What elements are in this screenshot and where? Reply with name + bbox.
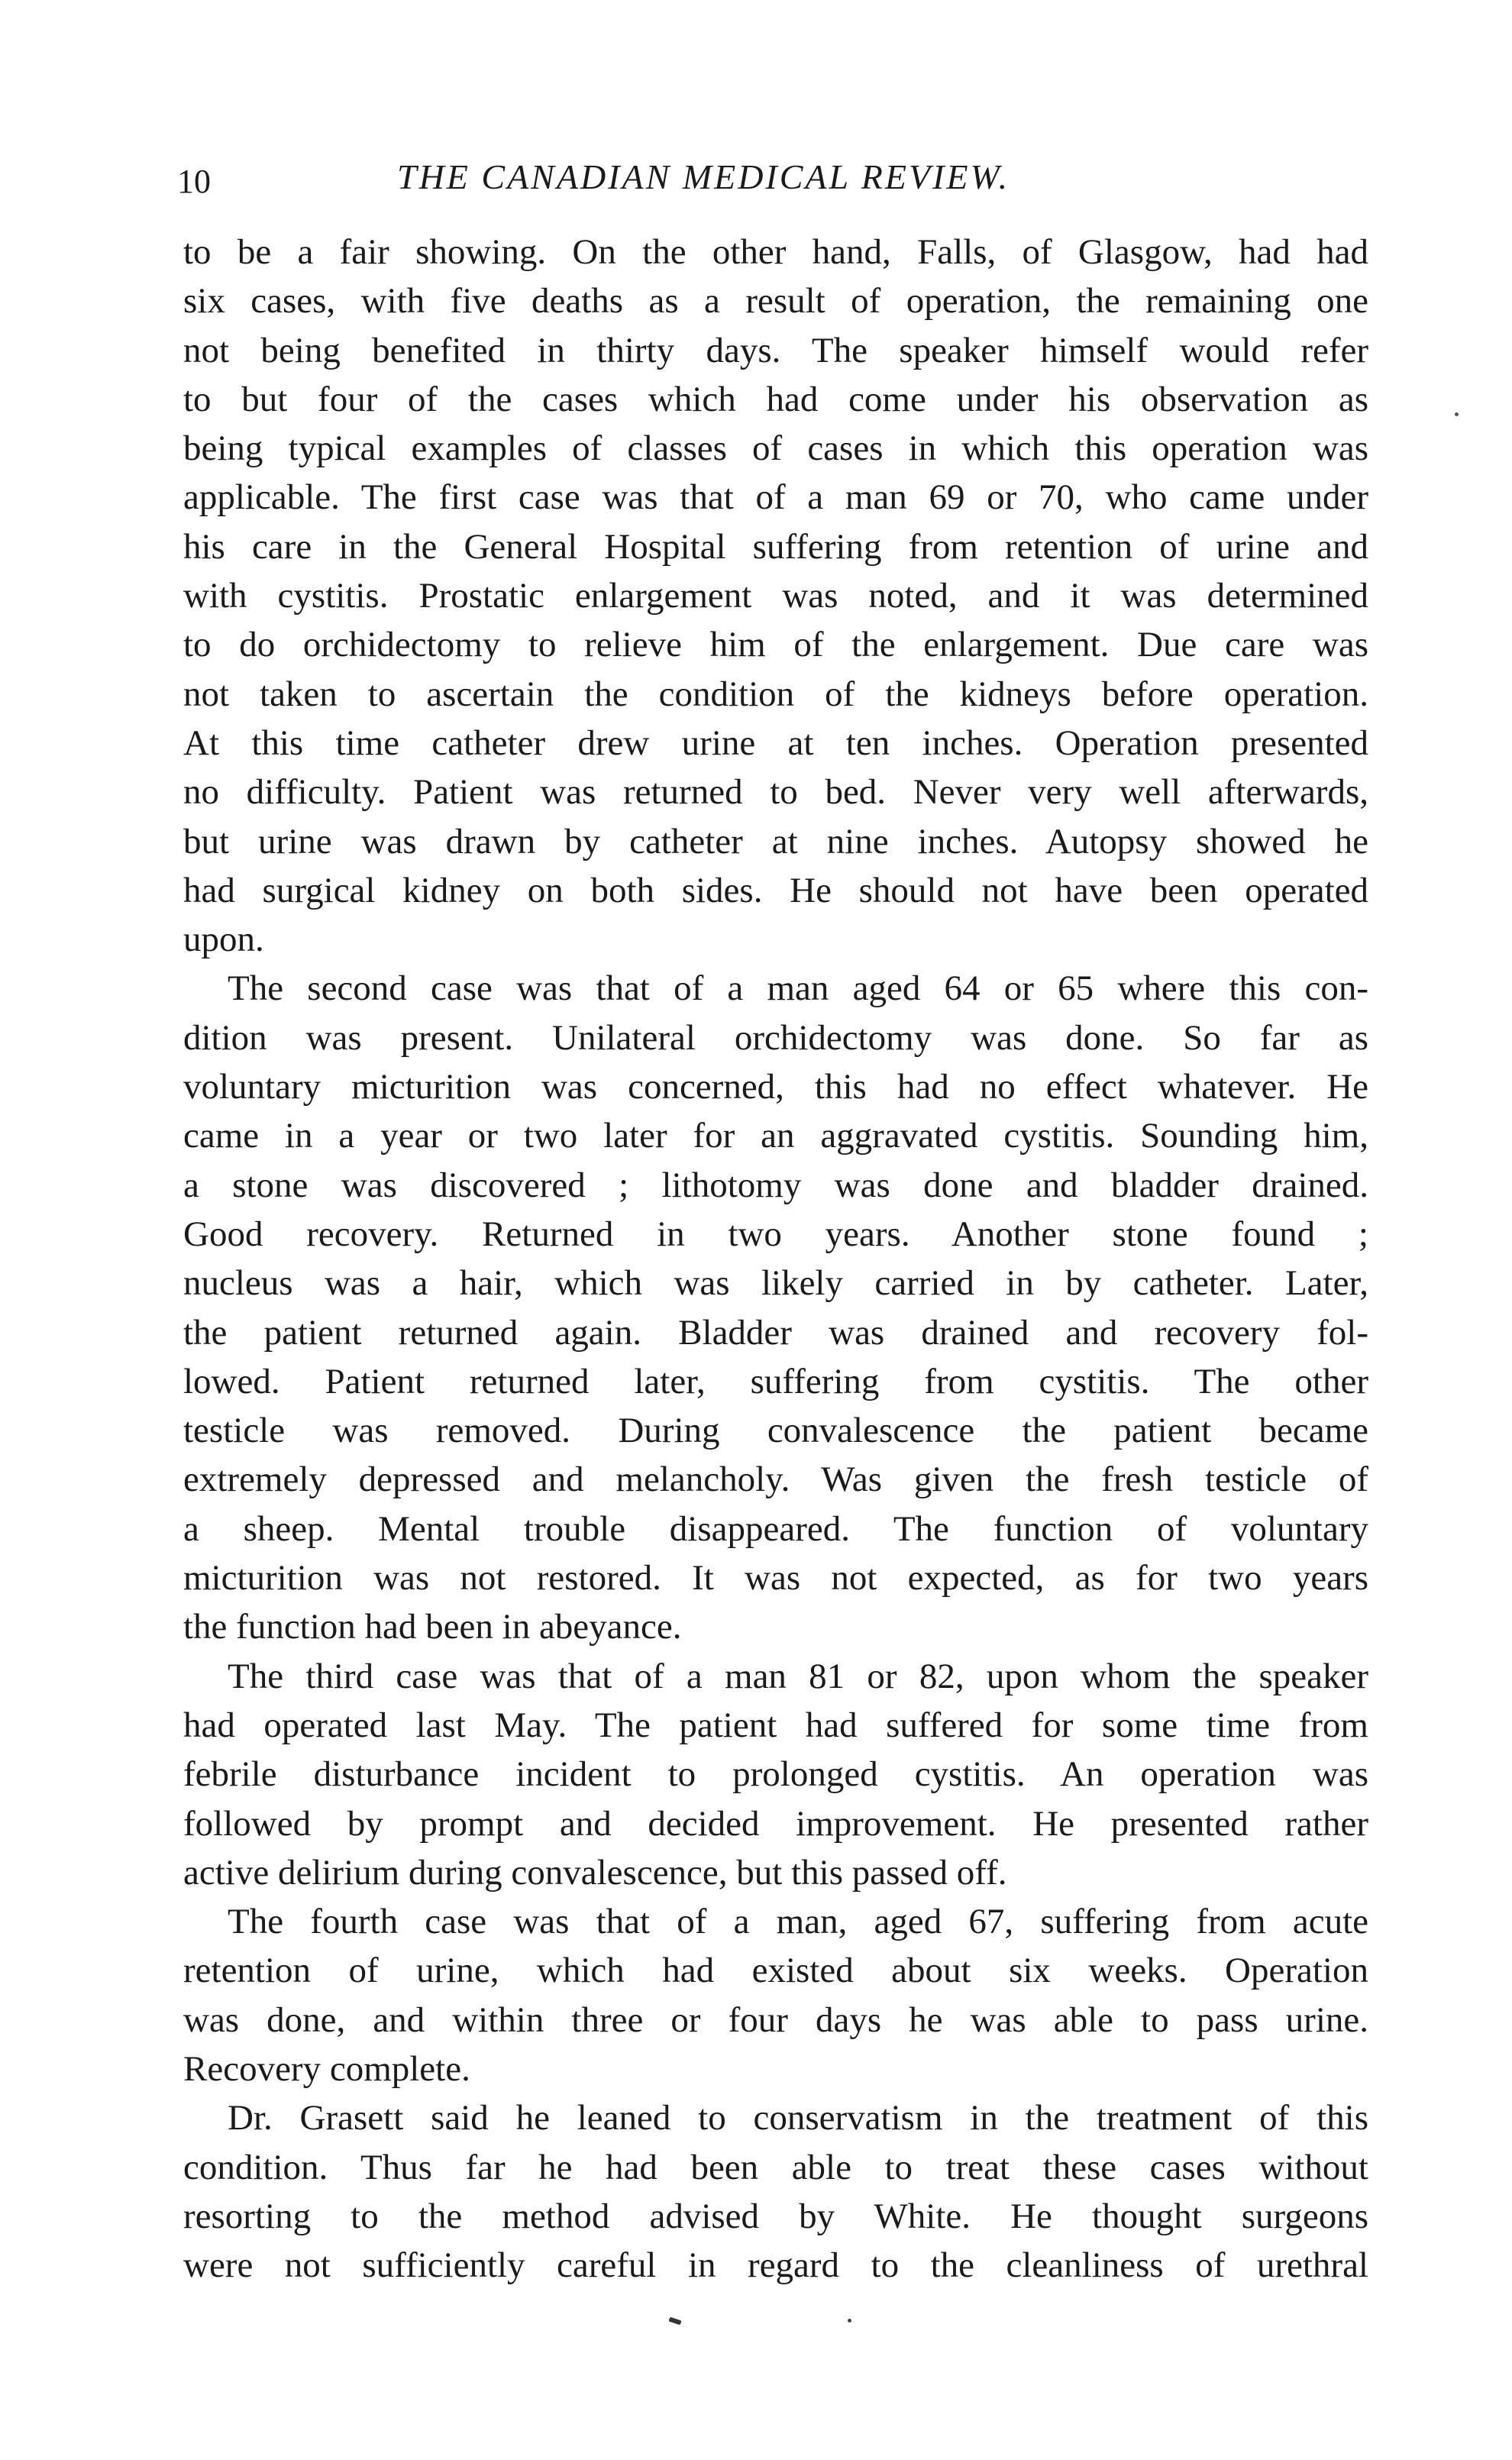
text-line: six cases, with five deaths as a result of operation, the remaining one — [183, 281, 1368, 322]
text-line: not taken to ascertain the condition of the kidneys before operation. — [183, 674, 1368, 714]
text-line: Good recovery. Returned in two years. Another stone found ; — [183, 1214, 1368, 1254]
text-line: nucleus was a hair, which was likely carried in by catheter. Later, — [183, 1263, 1368, 1304]
text-line: being typical examples of classes of cases in which this operation was — [183, 428, 1368, 469]
page-number: 10 — [177, 163, 211, 200]
text-line: but urine was drawn by catheter at nine inches. Autopsy showed he — [183, 821, 1368, 861]
text-line: At this time catheter drew urine at ten inches. Operation presented — [183, 722, 1368, 763]
text-line: had surgical kidney on both sides. He should not have been operated — [183, 870, 1368, 910]
text-line: the patient returned again. Bladder was drained and recovery fol- — [183, 1312, 1368, 1353]
footer-ink-mark — [668, 2317, 681, 2326]
text-line: Recovery complete. — [183, 2048, 470, 2089]
text-line: to be a fair showing. On the other hand, Falls, of Glasgow, had had — [183, 232, 1368, 272]
text-line: voluntary micturition was concerned, this had no effect whatever. He — [183, 1067, 1368, 1107]
text-line: came in a year or two later for an aggravated cystitis. Sounding him, — [183, 1116, 1368, 1156]
paragraph-first-line: The fourth case was that of a man, aged 67, suffering from acute — [228, 1902, 1368, 1942]
paragraph-first-line: Dr. Grasett said he leaned to conservatism in the treatment of this — [228, 2098, 1368, 2138]
text-line: to do orchidectomy to relieve him of the enlargement. Due care was — [183, 625, 1368, 665]
text-line: had operated last May. The patient had suffered for some time from — [183, 1705, 1368, 1745]
text-line: to but four of the cases which had come under his observation as — [183, 379, 1368, 419]
text-line: extremely depressed and melancholy. Was given the fresh testicle of — [183, 1460, 1368, 1500]
text-line: not being benefited in thirty days. The speaker himself would refer — [183, 330, 1368, 370]
text-line: febrile disturbance incident to prolonged cystitis. An operation was — [183, 1754, 1368, 1795]
text-line: the function had been in abeyance. — [183, 1607, 682, 1647]
text-line: his care in the General Hospital suffering from retention of urine and — [183, 526, 1368, 567]
paragraph-first-line: The second case was that of a man aged 64 or 65 where this con- — [228, 968, 1368, 1009]
text-line: a stone was discovered ; lithotomy was done and bladder drained. — [183, 1165, 1368, 1205]
margin-speck — [1455, 412, 1459, 416]
text-line: testicle was removed. During convalescence the patient became — [183, 1411, 1368, 1451]
text-line: a sheep. Mental trouble disappeared. The function of voluntary — [183, 1508, 1368, 1549]
text-line: condition. Thus far he had been able to treat these cases without — [183, 2147, 1368, 2187]
text-line: lowed. Patient returned later, suffering from cystitis. The other — [183, 1361, 1368, 1401]
text-line: resorting to the method advised by White. He thought surgeons — [183, 2196, 1368, 2236]
text-line: retention of urine, which had existed about six weeks. Operation — [183, 1951, 1368, 1991]
text-line: micturition was not restored. It was not expected, as for two years — [183, 1558, 1368, 1599]
text-line: were not sufficiently careful in regard to the cleanliness of urethral — [183, 2245, 1368, 2286]
text-line: no difficulty. Patient was returned to bed. Never very well afterwards, — [183, 772, 1368, 813]
paragraph-first-line: The third case was that of a man 81 or 82, upon whom the speaker — [228, 1656, 1368, 1696]
text-line: upon. — [183, 920, 264, 960]
text-line: applicable. The first case was that of a man 69 or 70, who came under — [183, 477, 1368, 518]
running-head: THE CANADIAN MEDICAL REVIEW. — [397, 157, 1010, 196]
text-line: dition was present. Unilateral orchidectomy was done. So far as — [183, 1017, 1368, 1058]
text-line: followed by prompt and decided improvement. He presented rather — [183, 1803, 1368, 1844]
footer-ink-dot — [848, 2319, 851, 2323]
text-line: active delirium during convalescence, but this passed off. — [183, 1852, 1007, 1893]
text-line: was done, and within three or four days he was able to pass urine. — [183, 1999, 1368, 2040]
text-line: with cystitis. Prostatic enlargement was noted, and it was determined — [183, 576, 1368, 616]
body-text — [183, 228, 1368, 2290]
